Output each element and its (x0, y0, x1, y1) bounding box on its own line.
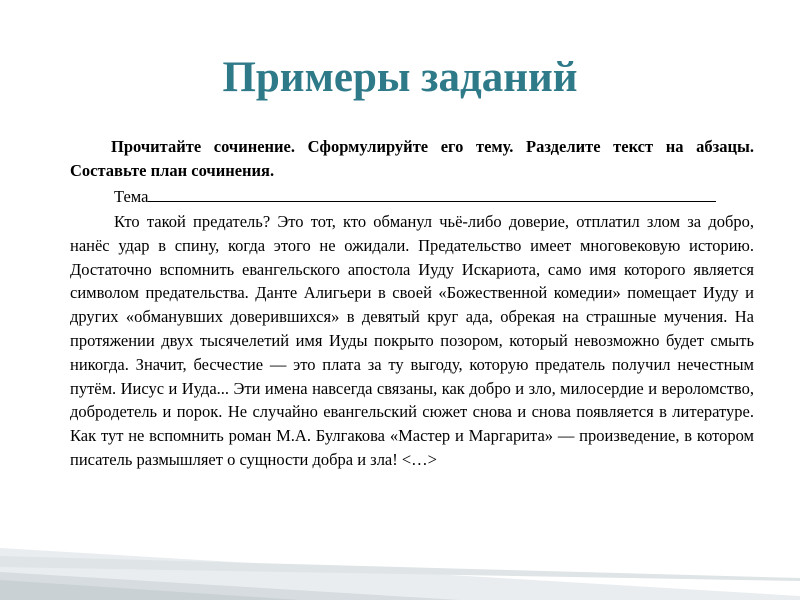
essay-text: Кто такой предатель? Это тот, кто обманул чьё-либо доверие, отплатил злом за добро, нанёс удар в спину, когда этого не ожидали. Предательство имеет многовековую историю. Достаточно вспомнить евангельского апостола Иуду Искариота, само имя которого является символом предательства. Данте Алигьери в своей «Божественной комедии» помещает Иуду и других «обманувших доверившихся» в девятый круг ада, обрекая на страшные мучения. На протяжении двух тысячелетий имя Иуды покрыто позором, который невозможно будет смыть никогда. Значит, бесчестие — это плата за ту выгоду, которую предатель получил нечестным путём. Иисус и Иуда... Эти имена навсегда связаны, как добро и зло, милосердие и вероломство, добродетель и порок. Не случайно евангельский сюжет снова и снова появляется в литературе. Как тут не вспомнить роман М.А. Булгакова «Мастер и Маргарита» — произведение, в котором писатель размышляет о сущности добра и зла! <…> (70, 212, 754, 469)
topic-blank-line (148, 185, 716, 202)
decorative-bottom-stripes (0, 520, 800, 600)
slide-body (70, 135, 754, 472)
topic-line (70, 183, 754, 210)
topic-label: Тема (114, 187, 149, 206)
slide-title: Примеры заданий (222, 54, 578, 101)
task-instruction: Прочитайте сочинение. Сформулируйте его тему. Разделите текст на абзацы. Составьте план сочинения. (70, 137, 754, 180)
